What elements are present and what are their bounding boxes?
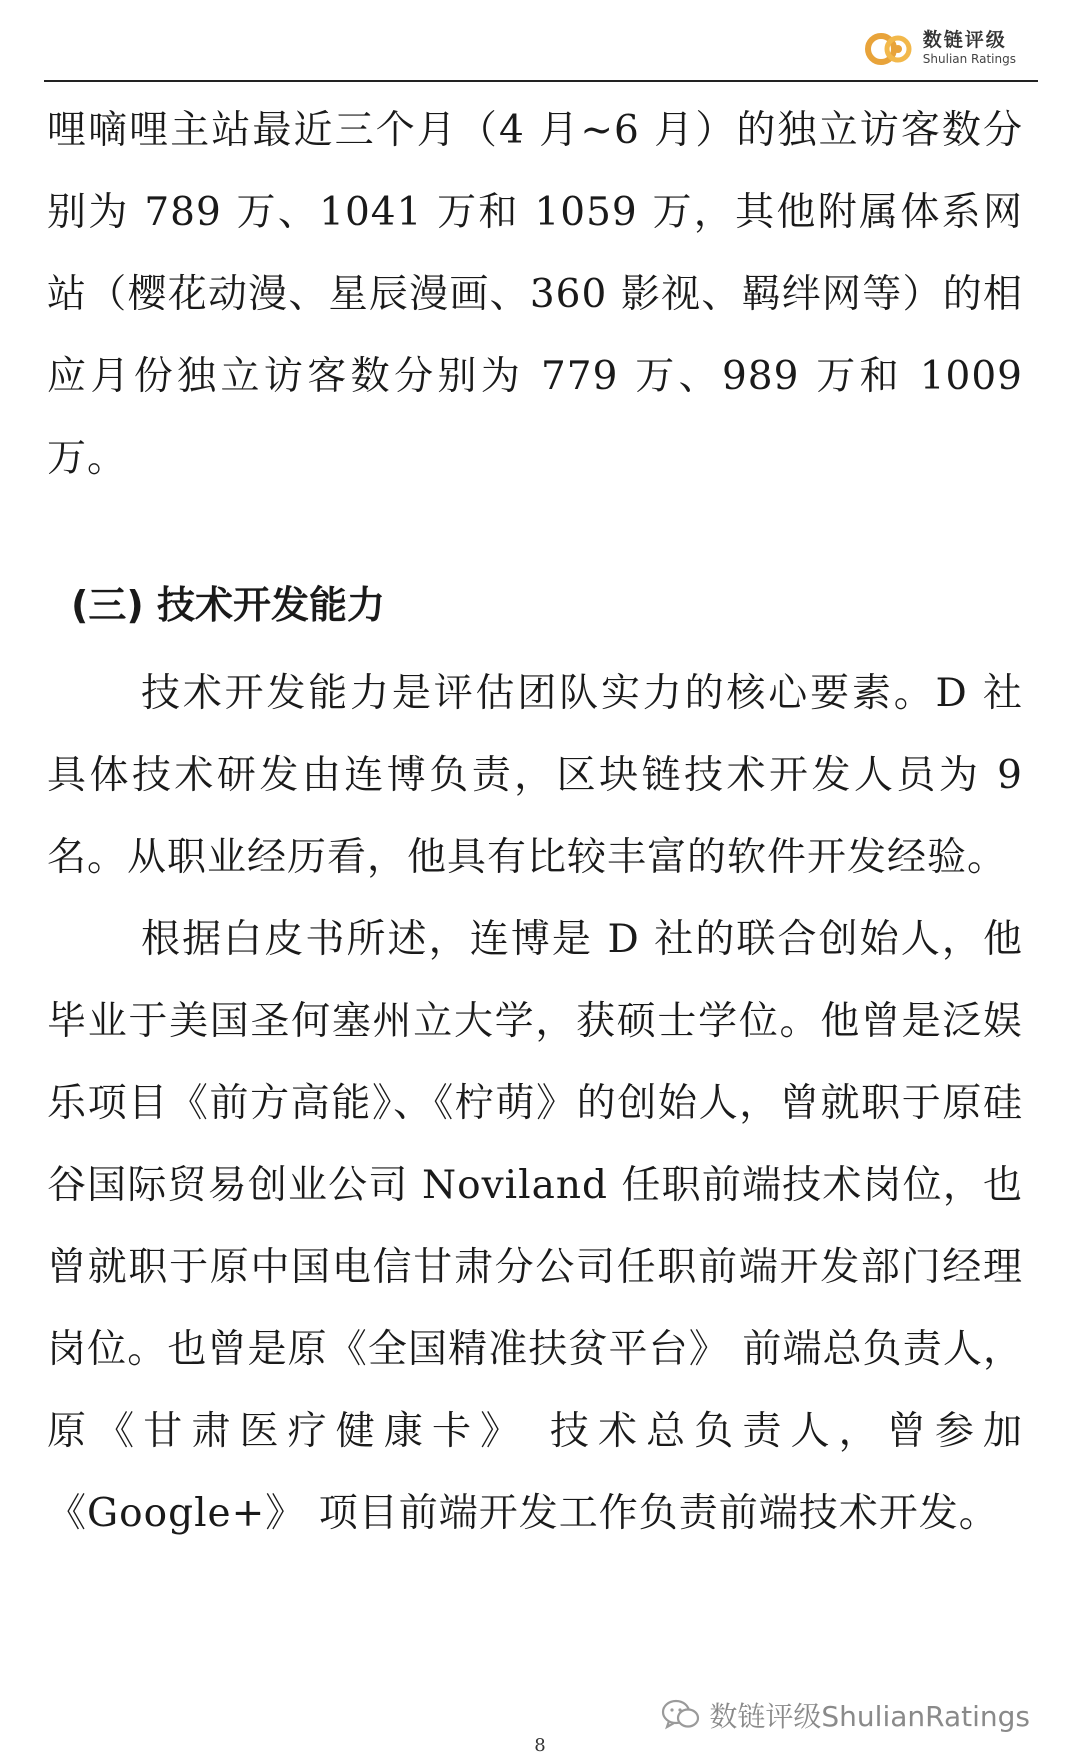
shulian-logo	[861, 28, 1016, 68]
header-divider	[44, 80, 1038, 82]
logo-name-cn: 数链评级	[922, 28, 1007, 51]
wechat-icon	[661, 1698, 701, 1732]
logo-name-en: Shulian Ratings	[922, 51, 1016, 66]
paragraph-tech-capability: 技术开发能力是评估团队实力的核心要素。D 社具体技术研发由连博负责，区块链技术开发人员为 9 名。从职业经历看，他具有比较丰富的软件开发经验。	[47, 671, 1023, 880]
shulian-logo-icon	[861, 28, 917, 68]
paragraph-visitor-stats: 哩嘀哩主站最近三个月（4 月~6 月）的独立访客数分别为 789 万、1041 万和 1059 万，其他附属体系网站（樱花动漫、星辰漫画、360 影视、羁绊网等）的相应月份独立访客数分别为 779 万、989 万和 1009 万。	[47, 108, 1023, 481]
paragraph-founder-background: 根据白皮书所述，连博是 D 社的联合创始人，他毕业于美国圣何塞州立大学，获硕士学位。他曾是泛娱乐项目《前方高能》、《柠萌》的创始人，曾就职于原硅谷国际贸易创业公司 Noviland 任职前端技术岗位，也曾就职于原中国电信甘肃分公司任职前端开发部门经理岗位。也曾是原《全国精准扶贫平台》 前端总负责人，原《甘肃医疗健康卡》 技术总负责人，曾参加《Google+》 项目前端开发工作负责前端技术开发。	[47, 917, 1023, 1536]
watermark-text: 数链评级ShulianRatings	[709, 1700, 1030, 1733]
wechat-watermark	[661, 1695, 1030, 1735]
page-number: 8	[534, 1735, 546, 1756]
document-body	[47, 90, 1023, 1555]
page-header	[0, 0, 1080, 90]
section-heading: (三) 技术开发能力	[71, 583, 385, 627]
